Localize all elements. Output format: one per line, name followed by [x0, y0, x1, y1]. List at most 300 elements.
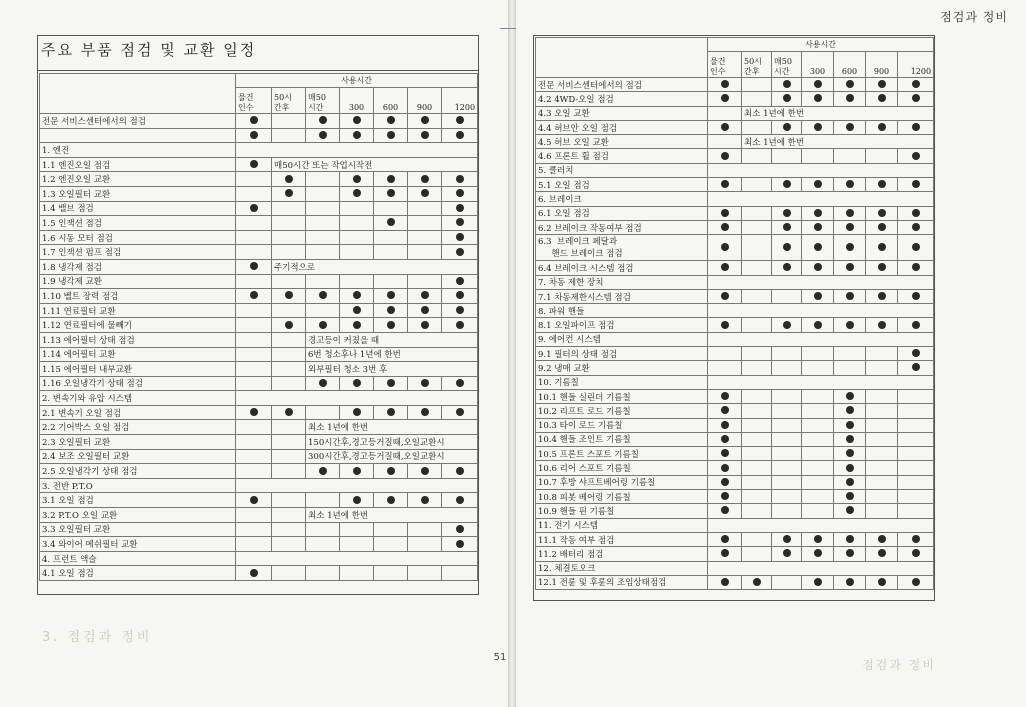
mark-cell — [866, 418, 898, 432]
mark-cell — [898, 318, 934, 332]
mark-cell — [340, 537, 374, 552]
mark-cell — [866, 178, 898, 192]
item-label: 11.1 작동 여부 점검 — [536, 532, 708, 546]
mark-cell — [866, 361, 898, 375]
mark-cell — [340, 172, 374, 187]
service-dot — [721, 449, 729, 457]
mark-cell — [834, 178, 866, 192]
table-row — [40, 420, 478, 435]
item-label: 전문 서비스센터에서의 점검 — [536, 78, 708, 92]
mark-cell — [708, 432, 742, 446]
service-dot — [846, 549, 854, 557]
service-dot — [814, 292, 822, 300]
mark-cell — [306, 522, 340, 537]
section-filler — [236, 391, 478, 406]
interval-header-3: 300 — [802, 52, 834, 78]
item-label: 1.8 냉각제 점검 — [40, 259, 236, 274]
mark-cell — [898, 78, 934, 92]
section-row — [40, 478, 478, 493]
service-dot — [721, 506, 729, 514]
usage-time-header: 사용시간 — [708, 38, 934, 52]
mark-cell — [898, 404, 934, 418]
table-row — [40, 508, 478, 523]
mark-cell — [802, 532, 834, 546]
table-row — [536, 106, 934, 120]
mark-cell — [708, 261, 742, 275]
table-row — [536, 490, 934, 504]
service-dot — [387, 379, 395, 387]
mark-cell — [442, 216, 478, 231]
mark-cell — [272, 114, 306, 129]
service-dot — [421, 189, 429, 197]
service-dot — [456, 131, 464, 139]
table-row — [536, 235, 934, 261]
mark-cell — [408, 464, 442, 479]
table-row — [40, 114, 478, 129]
item-label: 3.2 P.T.O 오일 교환 — [40, 508, 236, 523]
mark-cell — [374, 289, 408, 304]
mark-cell — [834, 235, 866, 261]
table-row — [40, 157, 478, 172]
section-filler — [708, 275, 934, 289]
section-heading: 4. 프런트 액슬 — [40, 551, 236, 566]
service-dot — [912, 180, 920, 188]
mark-cell — [772, 178, 802, 192]
mark-cell — [708, 220, 742, 234]
service-dot — [250, 116, 258, 124]
mark-cell — [898, 289, 934, 303]
header-blank-cell — [536, 38, 708, 78]
mark-cell — [898, 261, 934, 275]
mark-cell — [340, 289, 374, 304]
service-dot — [456, 277, 464, 285]
mark-cell — [236, 464, 272, 479]
mark-cell — [834, 418, 866, 432]
section-filler — [708, 163, 934, 177]
section-row — [536, 561, 934, 575]
service-dot — [912, 363, 920, 371]
mark-cell — [236, 493, 272, 508]
mark-cell — [802, 347, 834, 361]
service-dot — [814, 80, 822, 88]
service-dot — [721, 421, 729, 429]
item-label: 4.5 허브 오일 교환 — [536, 135, 708, 149]
mark-cell — [708, 347, 742, 361]
mark-cell — [898, 447, 934, 461]
mark-cell — [802, 418, 834, 432]
service-dot — [456, 189, 464, 197]
service-dot — [353, 408, 361, 416]
mark-cell — [802, 404, 834, 418]
service-dot — [846, 449, 854, 457]
table-row — [536, 404, 934, 418]
mark-cell — [834, 206, 866, 220]
mark-cell — [708, 178, 742, 192]
mark-cell — [340, 128, 374, 143]
mark-cell — [742, 447, 772, 461]
item-label: 1.15 에어필터 내부교환 — [40, 362, 236, 377]
table-row — [536, 475, 934, 489]
mark-cell — [742, 149, 772, 163]
table-row — [40, 362, 478, 377]
service-dot — [721, 464, 729, 472]
usage-time-header: 사용시간 — [236, 74, 478, 88]
mark-cell — [742, 361, 772, 375]
mark-cell — [898, 504, 934, 518]
mark-cell — [306, 114, 340, 129]
mark-cell — [742, 178, 772, 192]
mark-cell — [306, 289, 340, 304]
service-dot — [721, 535, 729, 543]
mark-cell — [272, 464, 306, 479]
mark-cell — [272, 274, 306, 289]
table-row — [536, 206, 934, 220]
service-dot — [456, 248, 464, 256]
mark-cell — [802, 475, 834, 489]
interval-note: 매50시간 또는 작업시작전 — [272, 157, 478, 172]
item-label: 1.1 엔진오일 점검 — [40, 157, 236, 172]
mark-cell — [772, 447, 802, 461]
mark-cell — [272, 435, 306, 450]
table-row — [536, 547, 934, 561]
header-row-usage — [40, 74, 478, 88]
mark-cell — [272, 245, 306, 260]
mark-cell — [866, 347, 898, 361]
service-dot — [456, 175, 464, 183]
service-dot — [878, 123, 886, 131]
mark-cell — [742, 461, 772, 475]
mark-cell — [236, 347, 272, 362]
section-row — [536, 332, 934, 346]
interval-header-4: 600 — [374, 88, 408, 114]
service-dot — [846, 435, 854, 443]
mark-cell — [408, 114, 442, 129]
section-filler — [708, 518, 934, 532]
bleed-through-caption-right: 점검과 정비 — [862, 658, 936, 672]
table-row — [536, 220, 934, 234]
mark-cell — [442, 230, 478, 245]
header-row-usage — [536, 38, 934, 52]
mark-cell — [866, 120, 898, 134]
service-dot — [721, 94, 729, 102]
service-dot — [353, 306, 361, 314]
mark-cell — [742, 547, 772, 561]
item-label: 5.1 오일 점검 — [536, 178, 708, 192]
mark-cell — [272, 537, 306, 552]
right-schedule-table — [535, 37, 934, 590]
service-dot — [912, 535, 920, 543]
service-dot — [783, 94, 791, 102]
mark-cell — [834, 120, 866, 134]
service-dot — [421, 408, 429, 416]
mark-cell — [742, 120, 772, 134]
mark-cell — [834, 404, 866, 418]
mark-cell — [772, 78, 802, 92]
mark-cell — [340, 186, 374, 201]
mark-cell — [306, 405, 340, 420]
service-dot — [912, 578, 920, 586]
interval-note: 150시간후,경고등거질때,오일교환시 — [306, 435, 478, 450]
mark-cell — [272, 522, 306, 537]
mark-cell — [408, 230, 442, 245]
item-label: 11.2 배터리 점검 — [536, 547, 708, 561]
mark-cell — [340, 245, 374, 260]
service-dot — [353, 175, 361, 183]
mark-cell — [408, 537, 442, 552]
mark-cell — [408, 172, 442, 187]
service-dot — [250, 131, 258, 139]
interval-note: 주기적으로 — [272, 259, 478, 274]
service-dot — [783, 123, 791, 131]
mark-cell — [772, 261, 802, 275]
mark-cell — [408, 128, 442, 143]
service-dot — [456, 204, 464, 212]
service-dot — [721, 152, 729, 160]
table-row — [40, 128, 478, 143]
table-row — [40, 172, 478, 187]
mark-cell — [272, 566, 306, 581]
service-dot — [387, 467, 395, 475]
item-label: 6.3 브레이크 페달과 핸드 브레이크 점검 — [536, 235, 708, 261]
table-row — [536, 149, 934, 163]
mark-cell — [374, 172, 408, 187]
mark-cell — [340, 493, 374, 508]
mark-cell — [802, 235, 834, 261]
table-row — [536, 78, 934, 92]
service-dot — [846, 406, 854, 414]
table-row — [40, 303, 478, 318]
service-dot — [250, 204, 258, 212]
item-label: 4.6 프론트 휠 점검 — [536, 149, 708, 163]
table-row — [40, 201, 478, 216]
mark-cell — [442, 522, 478, 537]
mark-cell — [866, 235, 898, 261]
service-dot — [814, 209, 822, 217]
mark-cell — [742, 289, 772, 303]
mark-cell — [408, 376, 442, 391]
service-dot — [456, 467, 464, 475]
service-dot — [846, 392, 854, 400]
mark-cell — [236, 376, 272, 391]
interval-note: 최소 1년에 한번 — [742, 106, 934, 120]
mark-cell — [834, 547, 866, 561]
service-dot — [387, 116, 395, 124]
mark-cell — [898, 361, 934, 375]
item-label: 1.11 연료필터 교환 — [40, 303, 236, 318]
mark-cell — [802, 447, 834, 461]
service-dot — [387, 218, 395, 226]
service-dot — [783, 180, 791, 188]
service-dot — [319, 131, 327, 139]
header-blank-cell — [40, 74, 236, 114]
left-schedule-table — [39, 73, 478, 581]
mark-cell — [772, 289, 802, 303]
mark-cell — [742, 347, 772, 361]
interval-note: 최소 1년에 한번 — [742, 135, 934, 149]
section-heading: 12. 체결토오크 — [536, 561, 708, 575]
service-dot — [912, 321, 920, 329]
service-dot — [456, 321, 464, 329]
mark-cell — [442, 464, 478, 479]
section-row — [40, 143, 478, 158]
mark-cell — [708, 389, 742, 403]
service-dot — [353, 189, 361, 197]
mark-cell — [708, 206, 742, 220]
service-dot — [285, 321, 293, 329]
mark-cell — [408, 186, 442, 201]
mark-cell — [898, 475, 934, 489]
mark-cell — [834, 447, 866, 461]
item-label: 1.16 오일냉각기 상태 점검 — [40, 376, 236, 391]
mark-cell — [898, 532, 934, 546]
service-dot — [421, 131, 429, 139]
mark-cell — [772, 461, 802, 475]
mark-cell — [866, 389, 898, 403]
mark-cell — [340, 376, 374, 391]
service-dot — [285, 291, 293, 299]
item-label: 10.4 핸들 조인트 기름칠 — [536, 432, 708, 446]
mark-cell — [340, 522, 374, 537]
interval-header-1: 50시 간후 — [272, 88, 306, 114]
mark-cell — [442, 405, 478, 420]
service-dot — [878, 80, 886, 88]
mark-cell — [708, 235, 742, 261]
right-schedule-frame — [533, 35, 935, 601]
mark-cell — [772, 575, 802, 589]
item-label: 1.6 시동 모터 점검 — [40, 230, 236, 245]
mark-cell — [834, 432, 866, 446]
mark-cell — [802, 149, 834, 163]
mark-cell — [742, 92, 772, 106]
item-label: 8.1 오일파이프 점검 — [536, 318, 708, 332]
mark-cell — [340, 303, 374, 318]
item-label: 7.1 차동제한시스템 점검 — [536, 289, 708, 303]
item-label: 1.9 냉각제 교환 — [40, 274, 236, 289]
mark-cell — [834, 504, 866, 518]
mark-cell — [708, 318, 742, 332]
mark-cell — [742, 575, 772, 589]
mark-cell — [374, 566, 408, 581]
interval-note: 최소 1년에 한번 — [306, 508, 478, 523]
mark-cell — [272, 128, 306, 143]
service-dot — [387, 175, 395, 183]
item-label: 10.6 리어 스포트 기름칠 — [536, 461, 708, 475]
mark-cell — [708, 418, 742, 432]
table-row — [40, 259, 478, 274]
service-dot — [456, 218, 464, 226]
mark-cell — [742, 532, 772, 546]
mark-cell — [866, 404, 898, 418]
mark-cell — [802, 361, 834, 375]
mark-cell — [802, 547, 834, 561]
left-schedule-frame — [37, 35, 479, 595]
mark-cell — [306, 216, 340, 231]
mark-cell — [898, 575, 934, 589]
mark-cell — [374, 537, 408, 552]
mark-cell — [802, 575, 834, 589]
table-row — [40, 347, 478, 362]
mark-cell — [772, 120, 802, 134]
section-row — [536, 518, 934, 532]
item-label: 1.5 인잭션 점검 — [40, 216, 236, 231]
service-dot — [250, 569, 258, 577]
service-dot — [353, 496, 361, 504]
table-row — [40, 376, 478, 391]
service-dot — [353, 291, 361, 299]
mark-cell — [340, 216, 374, 231]
section-heading: 5. 클러치 — [536, 163, 708, 177]
service-dot — [250, 160, 258, 168]
mark-cell — [272, 172, 306, 187]
mark-cell — [834, 261, 866, 275]
item-label: 4.4 허브안 오일 점검 — [536, 120, 708, 134]
mark-cell — [772, 149, 802, 163]
mark-cell — [866, 92, 898, 106]
mark-cell — [306, 566, 340, 581]
mark-cell — [898, 92, 934, 106]
service-dot — [814, 243, 822, 251]
section-filler — [708, 192, 934, 206]
mark-cell — [802, 92, 834, 106]
item-label: 1.4 밸브 점검 — [40, 201, 236, 216]
mark-cell — [866, 532, 898, 546]
service-dot — [421, 291, 429, 299]
service-dot — [878, 321, 886, 329]
mark-cell — [236, 537, 272, 552]
mark-cell — [306, 303, 340, 318]
mark-cell — [708, 106, 742, 120]
mark-cell — [374, 274, 408, 289]
service-dot — [846, 292, 854, 300]
mark-cell — [802, 318, 834, 332]
mark-cell — [340, 201, 374, 216]
section-heading: 3. 전반 P.T.O — [40, 478, 236, 493]
mark-cell — [772, 490, 802, 504]
service-dot — [846, 464, 854, 472]
service-dot — [421, 175, 429, 183]
service-dot — [878, 223, 886, 231]
mark-cell — [272, 289, 306, 304]
item-label: 9.1 필터의 상태 점검 — [536, 347, 708, 361]
table-row — [536, 289, 934, 303]
mark-cell — [866, 490, 898, 504]
table-row — [40, 464, 478, 479]
service-dot — [456, 408, 464, 416]
service-dot — [721, 180, 729, 188]
service-dot — [387, 131, 395, 139]
service-dot — [912, 243, 920, 251]
mark-cell — [742, 78, 772, 92]
mark-cell — [408, 318, 442, 333]
section-filler — [236, 143, 478, 158]
interval-header-2: 매50 시간 — [306, 88, 340, 114]
mark-cell — [272, 449, 306, 464]
item-label: 10.7 후방 샤프트베어링 기름칠 — [536, 475, 708, 489]
mark-cell — [708, 120, 742, 134]
service-dot — [421, 306, 429, 314]
mark-cell — [272, 201, 306, 216]
mark-cell — [742, 418, 772, 432]
service-dot — [721, 549, 729, 557]
item-label: 6.2 브레이크 작동여부 점검 — [536, 220, 708, 234]
service-dot — [721, 243, 729, 251]
mark-cell — [898, 120, 934, 134]
mark-cell — [442, 274, 478, 289]
mark-cell — [442, 114, 478, 129]
mark-cell — [802, 206, 834, 220]
section-heading: 9. 에어컨 시스템 — [536, 332, 708, 346]
mark-cell — [272, 347, 306, 362]
